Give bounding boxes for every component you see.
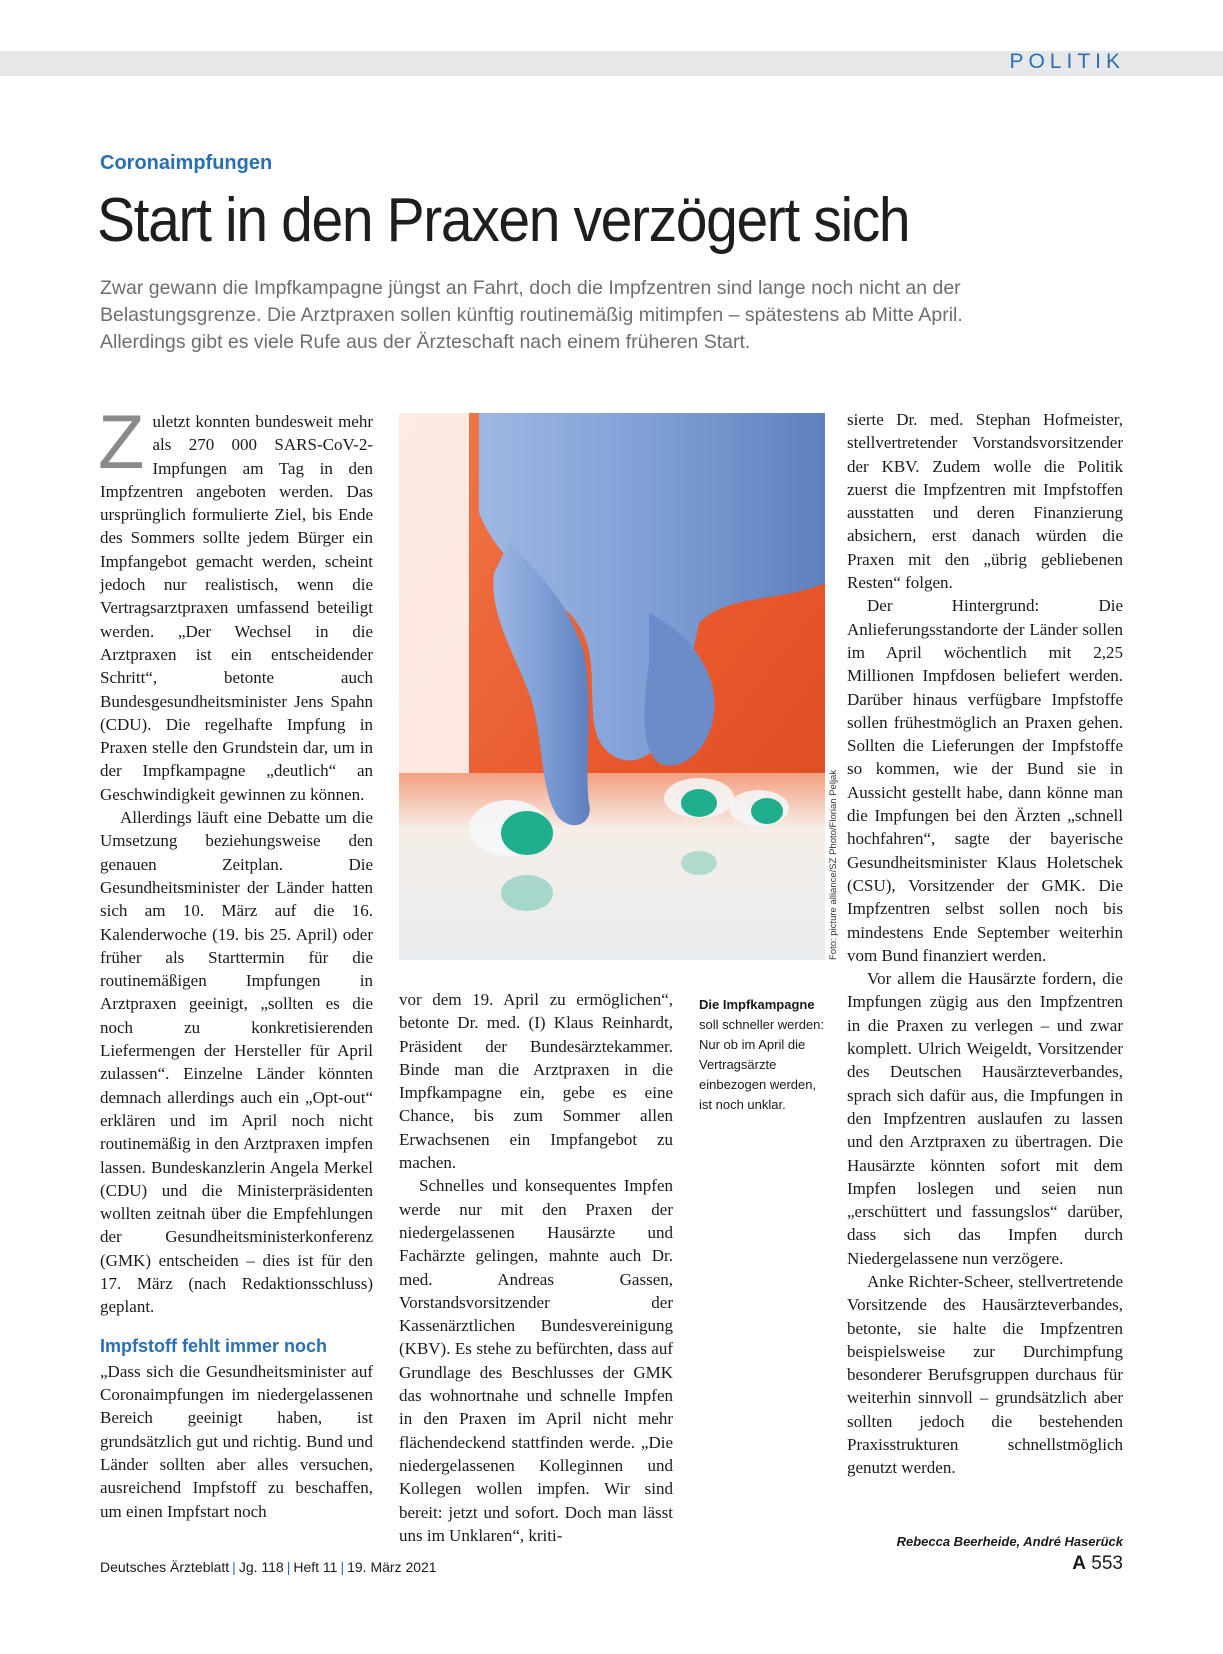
subheading: Impfstoff fehlt immer noch <box>100 1335 328 1356</box>
caption-text: soll schneller werden: Nur ob im April die Vertragsärzte einbezogen werden, ist noch unklar. <box>699 1017 825 1112</box>
text-column-2 <box>399 988 673 1547</box>
page-prefix: A <box>1072 1553 1087 1574</box>
article-lead: Zwar gewann die Impfkampagne jüngst an Fahrt, doch die Impfzentren sind lange noch nicht an der Belastungsgrenze. Die Arztpraxen sollen künftig routinemäßig mitimpfen – spätestens ab Mitte April. Allerdings gibt es viele Rufe aus der Ärzteschaft nach einem früheren Start. <box>100 277 963 353</box>
paragraph: Schnelles und konsequentes Impfen werde nur mit den Praxen der niedergelassenen Hausärzte und Fachärzte gelingen, mahnte auch Dr. med. Andreas Gassen, Vorstandsvorsitzender der Kassenärztlichen Bundesvereinigung (KBV). Es stehe zu befürchten, dass auf Grundlage des Beschlusses der GMK das wohnortnahe und schnelle Impfen in den Praxen im April nicht mehr flächendeckend stattfinden werde. „Die niedergelassenen Kolleginnen und Kollegen wollen impfen. Wir sind bereit: jetzt und sofort. Doch man lässt uns im Unklaren“, kriti- <box>399 1176 673 1545</box>
photo-caption <box>699 995 829 1115</box>
photo-credit: Foto: picture alliance/SZ Photo/Florian Peljak <box>828 769 839 960</box>
paragraph: Der Hintergrund: Die Anlieferungsstandorte der Länder sollen im April wöchentlich mit 2,25 Millionen Impfdosen beliefert werden. Darüber hinaus verfügbare Impfstoffe sollen frühestmöglich an Praxen gehen. Sollten die Lieferungen der Impfstoffe so kommen, wie der Bund sie in Aussicht gestellt habe, dann könne man die Impfungen bei den Ärzten „schnell hochfahren“, sagte der bayerische Gesundheitsminister Klaus Holetschek (CSU), Vorsitzender der GMK. Die Impfzentren selbst sollen noch bis mindestens Ende September weiterhin vom Bund finanziert werden. <box>847 596 1123 965</box>
paragraph: vor dem 19. April zu ermöglichen“, betonte Dr. med. (I) Klaus Reinhardt, Präsident der Bundesärztekammer. Binde man die Arztpraxen in die Impfkampagne ein, gebe es eine Chance, bis zum Sommer allen Erwachsenen ein Impfangebot zu machen. <box>399 990 673 1173</box>
glove-vials-illustration <box>399 413 825 960</box>
journal-volume: Jg. 118 <box>238 1559 284 1575</box>
paragraph: Anke Richter-Scheer, stellvertretende Vorsitzende des Hausärzteverbandes, betonte, sie halte die Impfzentren beispielsweise zur Durchimpfung besonderer Berufsgruppen durchaus für weiterhin sinnvoll – grundsätzlich aber sollten jedoch die bestehenden Praxisstrukturen schnellstmöglich genutzt werden. <box>847 1271 1123 1478</box>
paragraph: sierte Dr. med. Stephan Hofmeister, stellvertretender Vorstandsvorsitzender der KBV. Zudem wolle die Politik zuerst die Impfzentren mit Impfstoffen ausstatten und deren Finanzierung absichern, erst danach würden die Praxen mit den „übrig gebliebenen Resten“ folgen. <box>847 410 1123 593</box>
journal-issue: Heft 11 <box>293 1559 338 1575</box>
article-author: Rebecca Beerheide, André Haserück <box>896 1534 1123 1549</box>
text-column-3 <box>847 408 1123 1480</box>
paragraph: Vor allem die Hausärzte fordern, die Impfungen zügig aus den Impfzentren in die Praxen zu verlegen – und zwar komplett. Ulrich Weigeldt, Vorsitzender des Deutschen Hausärzteverbandes, sprach sich dafür aus, die Impfungen in den Impfzentren auslaufen zu lassen und den Arztpraxen zu übertragen. Die Hausärzte könnten sofort mit dem Impfen loslegen und seien nun „erschüttert und fassungslos“ darüber, dass sich das Impfen durch Niedergelassene nun verzögere. <box>847 969 1123 1268</box>
article-headline: Start in den Praxen verzögert sich <box>97 186 910 255</box>
vaccine-photo <box>399 413 825 960</box>
journal-name: Deutsches Ärzteblatt <box>100 1559 230 1575</box>
article-kicker: Coronaimpfungen <box>100 152 273 174</box>
section-label: POLITIK <box>1009 50 1125 73</box>
footer-meta: Deutsches Ärzteblatt | Jg. 118 | Heft 11 | 19. März 2021 <box>100 1559 437 1575</box>
paragraph-text: uletzt konnten bundesweit mehr als 270 000 SARS-CoV-2-Impfungen am Tag in den Impfzentren angeboten werden. Das ursprünglich formulierte Ziel, bis Ende des Sommers sollte jedem Bürger ein Impfangebot gemacht werden, scheint jedoch nur realistisch, wenn die Vertragsarztpraxen umfassend beteiligt werden. „Der Wechsel in die Arztpraxen ist ein entscheidender Schritt“, betonte auch Bundesgesundheitsminister Jens Spahn (CDU). Die regelhafte Impfung in Praxen stelle den Grundstein dar, um in der Impfkampagne „deutlich“ an Geschwindigkeit gewinnen zu können. <box>100 412 373 804</box>
drop-cap: Z <box>98 400 145 485</box>
paragraph: Allerdings läuft eine Debatte um die Umsetzung beziehungsweise den genauen Zeitplan. Die Gesundheitsminister der Länder hatten sich am 10. März auf die 16. Kalenderwoche (19. bis 25. April) oder früher als Starttermin für die routinemäßigen Impfungen in Arztpraxen geeinigt, „sollten es die noch zu konkretisierenden Liefermengen der Hersteller für April zulassen“. Einzelne Länder könnten demnach allerdings auch ein „Opt-out“ erklären und im April noch nicht routinemäßig in den Arztpraxen impfen lassen. Bundeskanzlerin Angela Merkel (CDU) und die Ministerpräsidenten wollten zeitnah über die Empfehlungen der Gesundheitsministerkonferenz (GMK) entscheiden – dies ist für den 17. März (nach Redaktionsschluss) geplant. <box>100 808 373 1317</box>
issue-date: 19. März 2021 <box>347 1559 437 1575</box>
caption-title: Die Impfkampagne <box>699 997 815 1012</box>
page-number-value: 553 <box>1091 1553 1123 1574</box>
text-column-1 <box>98 400 373 1523</box>
paragraph <box>98 400 373 806</box>
page-number <box>1072 1553 1123 1575</box>
paragraph: „Dass sich die Gesundheitsminister auf Coronaimpfungen im niedergelassenen Bereich geeinigt haben, ist grundsätzlich gut und richtig. Bund und Länder sollten aber alles versuchen, ausreichend Impfstoff zu beschaffen, um einen Impfstart noch <box>100 1361 373 1521</box>
